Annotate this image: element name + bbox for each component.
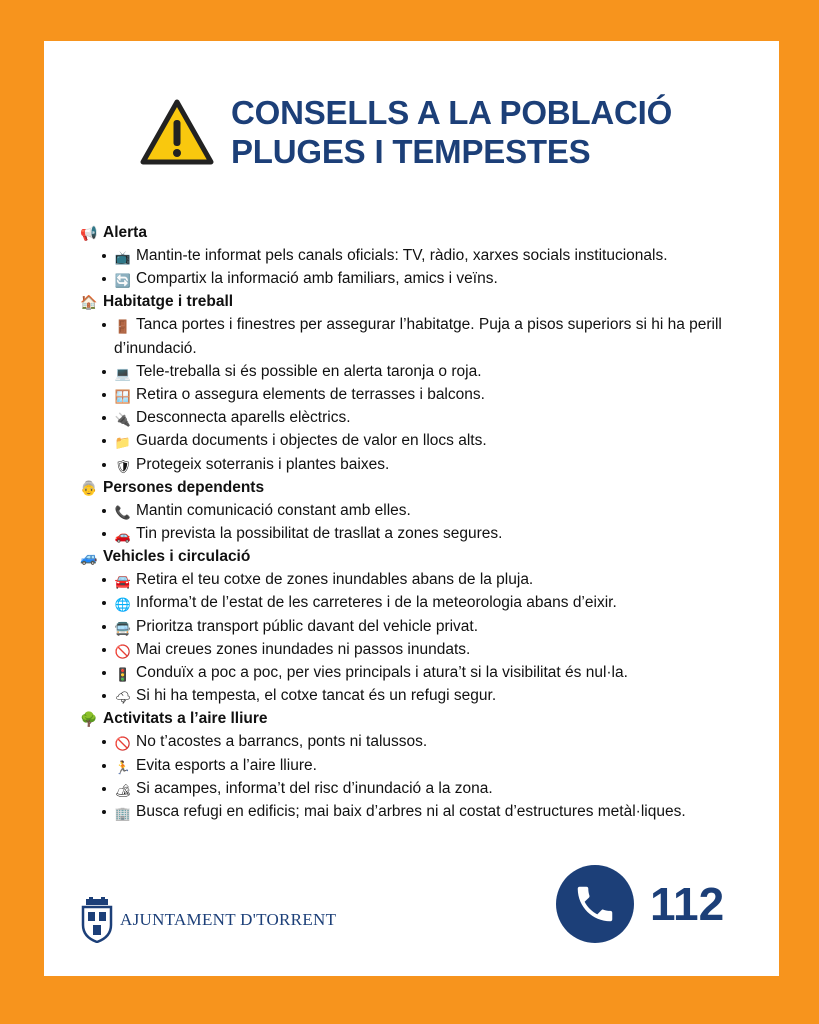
car-icon: 🚙 — [80, 549, 98, 566]
share-icon: 🔄 — [114, 273, 132, 289]
title-line-1: CONSELLS A LA POBLACIÓ — [231, 94, 673, 131]
list-item: 🌐 Informa’t de l’estat de les carreteres i de la meteorologia abans d’eixir. — [102, 591, 768, 614]
section-habitatge — [78, 291, 768, 475]
title-line-2: PLUGES I TEMPESTES — [231, 133, 591, 170]
list-item: 🔄 Compartix la informació amb familiars, amics i veïns. — [102, 267, 768, 290]
camping-icon: 🏕 — [114, 782, 132, 798]
building-icon: 🏢 — [114, 806, 132, 822]
list-item: 🏃 Evita esports a l’aire lliure. — [102, 754, 768, 777]
section-title: 👵 Persones dependents — [78, 477, 768, 499]
window-icon: 🪟 — [114, 389, 132, 405]
list-item: 🔌 Desconnecta aparells elèctrics. — [102, 406, 768, 429]
phone-icon — [556, 865, 634, 943]
advice-list — [78, 221, 768, 823]
folder-icon: 📁 — [114, 435, 132, 451]
list-item: 🚫 No t’acostes a barrancs, ponts ni talussos. — [102, 730, 768, 753]
list-item: 🚘 Retira el teu cotxe de zones inundables abans de la pluja. — [102, 568, 768, 591]
notice-card — [44, 41, 779, 976]
phone-number: 112 — [650, 878, 725, 930]
section-persones — [78, 477, 768, 545]
list-item: 💻 Tele-treballa si és possible en alerta taronja o roja. — [102, 360, 768, 383]
tv-icon: 📺 — [114, 250, 132, 265]
door-icon: 🚪 — [114, 319, 132, 335]
list-item: 🏢 Busca refugi en edificis; mai baix d’arbres ni al costat d’estructures metàl·liques. — [102, 800, 768, 823]
page-title — [231, 93, 672, 171]
laptop-icon: 💻 — [114, 365, 132, 381]
list-item: 🌩 Si hi ha tempesta, el cotxe tancat és un refugi segur. — [102, 684, 768, 707]
coat-of-arms-icon — [80, 897, 114, 943]
brand-name: AJUNTAMENT D'TORRENT — [120, 910, 337, 929]
list-item: 📁 Guarda documents i objectes de valor en llocs alts. — [102, 429, 768, 452]
ajuntament-logo — [80, 897, 336, 943]
emergency-phone — [556, 865, 724, 943]
section-title: 🚙 Vehicles i circulació — [78, 546, 768, 568]
car-front-icon: 🚘 — [114, 574, 132, 590]
tree-icon: 🌳 — [80, 711, 98, 728]
list-item: 🚍 Prioritza transport públic davant del vehicle privat. — [102, 615, 768, 638]
list-item: 📺 Mantin-te informat pels canals oficials: TV, ràdio, xarxes socials institucionals. — [102, 244, 768, 267]
elder-icon: 👵 — [80, 479, 98, 496]
globe-icon: 🌐 — [114, 597, 132, 613]
megaphone-icon: 📢 — [80, 225, 98, 241]
car-icon: 🚗 — [114, 528, 132, 544]
list-item: 🏕 Si acampes, informa’t del risc d’inundació a la zona. — [102, 777, 768, 800]
list-item: 📞 Mantin comunicació constant amb elles. — [102, 499, 768, 522]
house-icon: 🏠 — [80, 294, 98, 311]
list-item: 🚪 Tanca portes i finestres per assegurar l’habitatge. Puja a pisos superiors si hi ha perill d’inundació. — [102, 313, 768, 359]
prohibited-icon: 🚫 — [114, 643, 132, 659]
section-activitats — [78, 708, 768, 823]
section-title: 🌳 Activitats a l’aire lliure — [78, 708, 768, 730]
warning-icon — [139, 98, 215, 166]
list-item: 🚫 Mai creues zones inundades ni passos inundats. — [102, 638, 768, 661]
storm-icon: 🌩 — [114, 690, 132, 706]
list-item: 🚗 Tin prevista la possibilitat de trasllat a zones segures. — [102, 522, 768, 545]
section-title: 📢 Alerta — [78, 222, 768, 244]
runner-icon: 🏃 — [114, 759, 132, 775]
plug-icon: 🔌 — [114, 412, 132, 428]
list-item: 🛡 Protegeix soterranis i plantes baixes. — [102, 453, 768, 476]
list-item: 🪟 Retira o assegura elements de terrasses i balcons. — [102, 383, 768, 406]
section-vehicles — [78, 546, 768, 707]
section-title: 🏠 Habitatge i treball — [78, 291, 768, 313]
prohibited-icon: 🚫 — [114, 736, 132, 752]
list-item: 🚦 Conduïx a poc a poc, per vies principals i atura’t si la visibilitat és nul·la. — [102, 661, 768, 684]
section-alerta — [78, 222, 768, 290]
bus-icon: 🚍 — [114, 620, 132, 636]
phone-icon: 📞 — [114, 504, 132, 520]
traffic-light-icon: 🚦 — [114, 667, 132, 683]
header — [139, 93, 672, 171]
shield-icon: 🛡 — [114, 458, 132, 474]
